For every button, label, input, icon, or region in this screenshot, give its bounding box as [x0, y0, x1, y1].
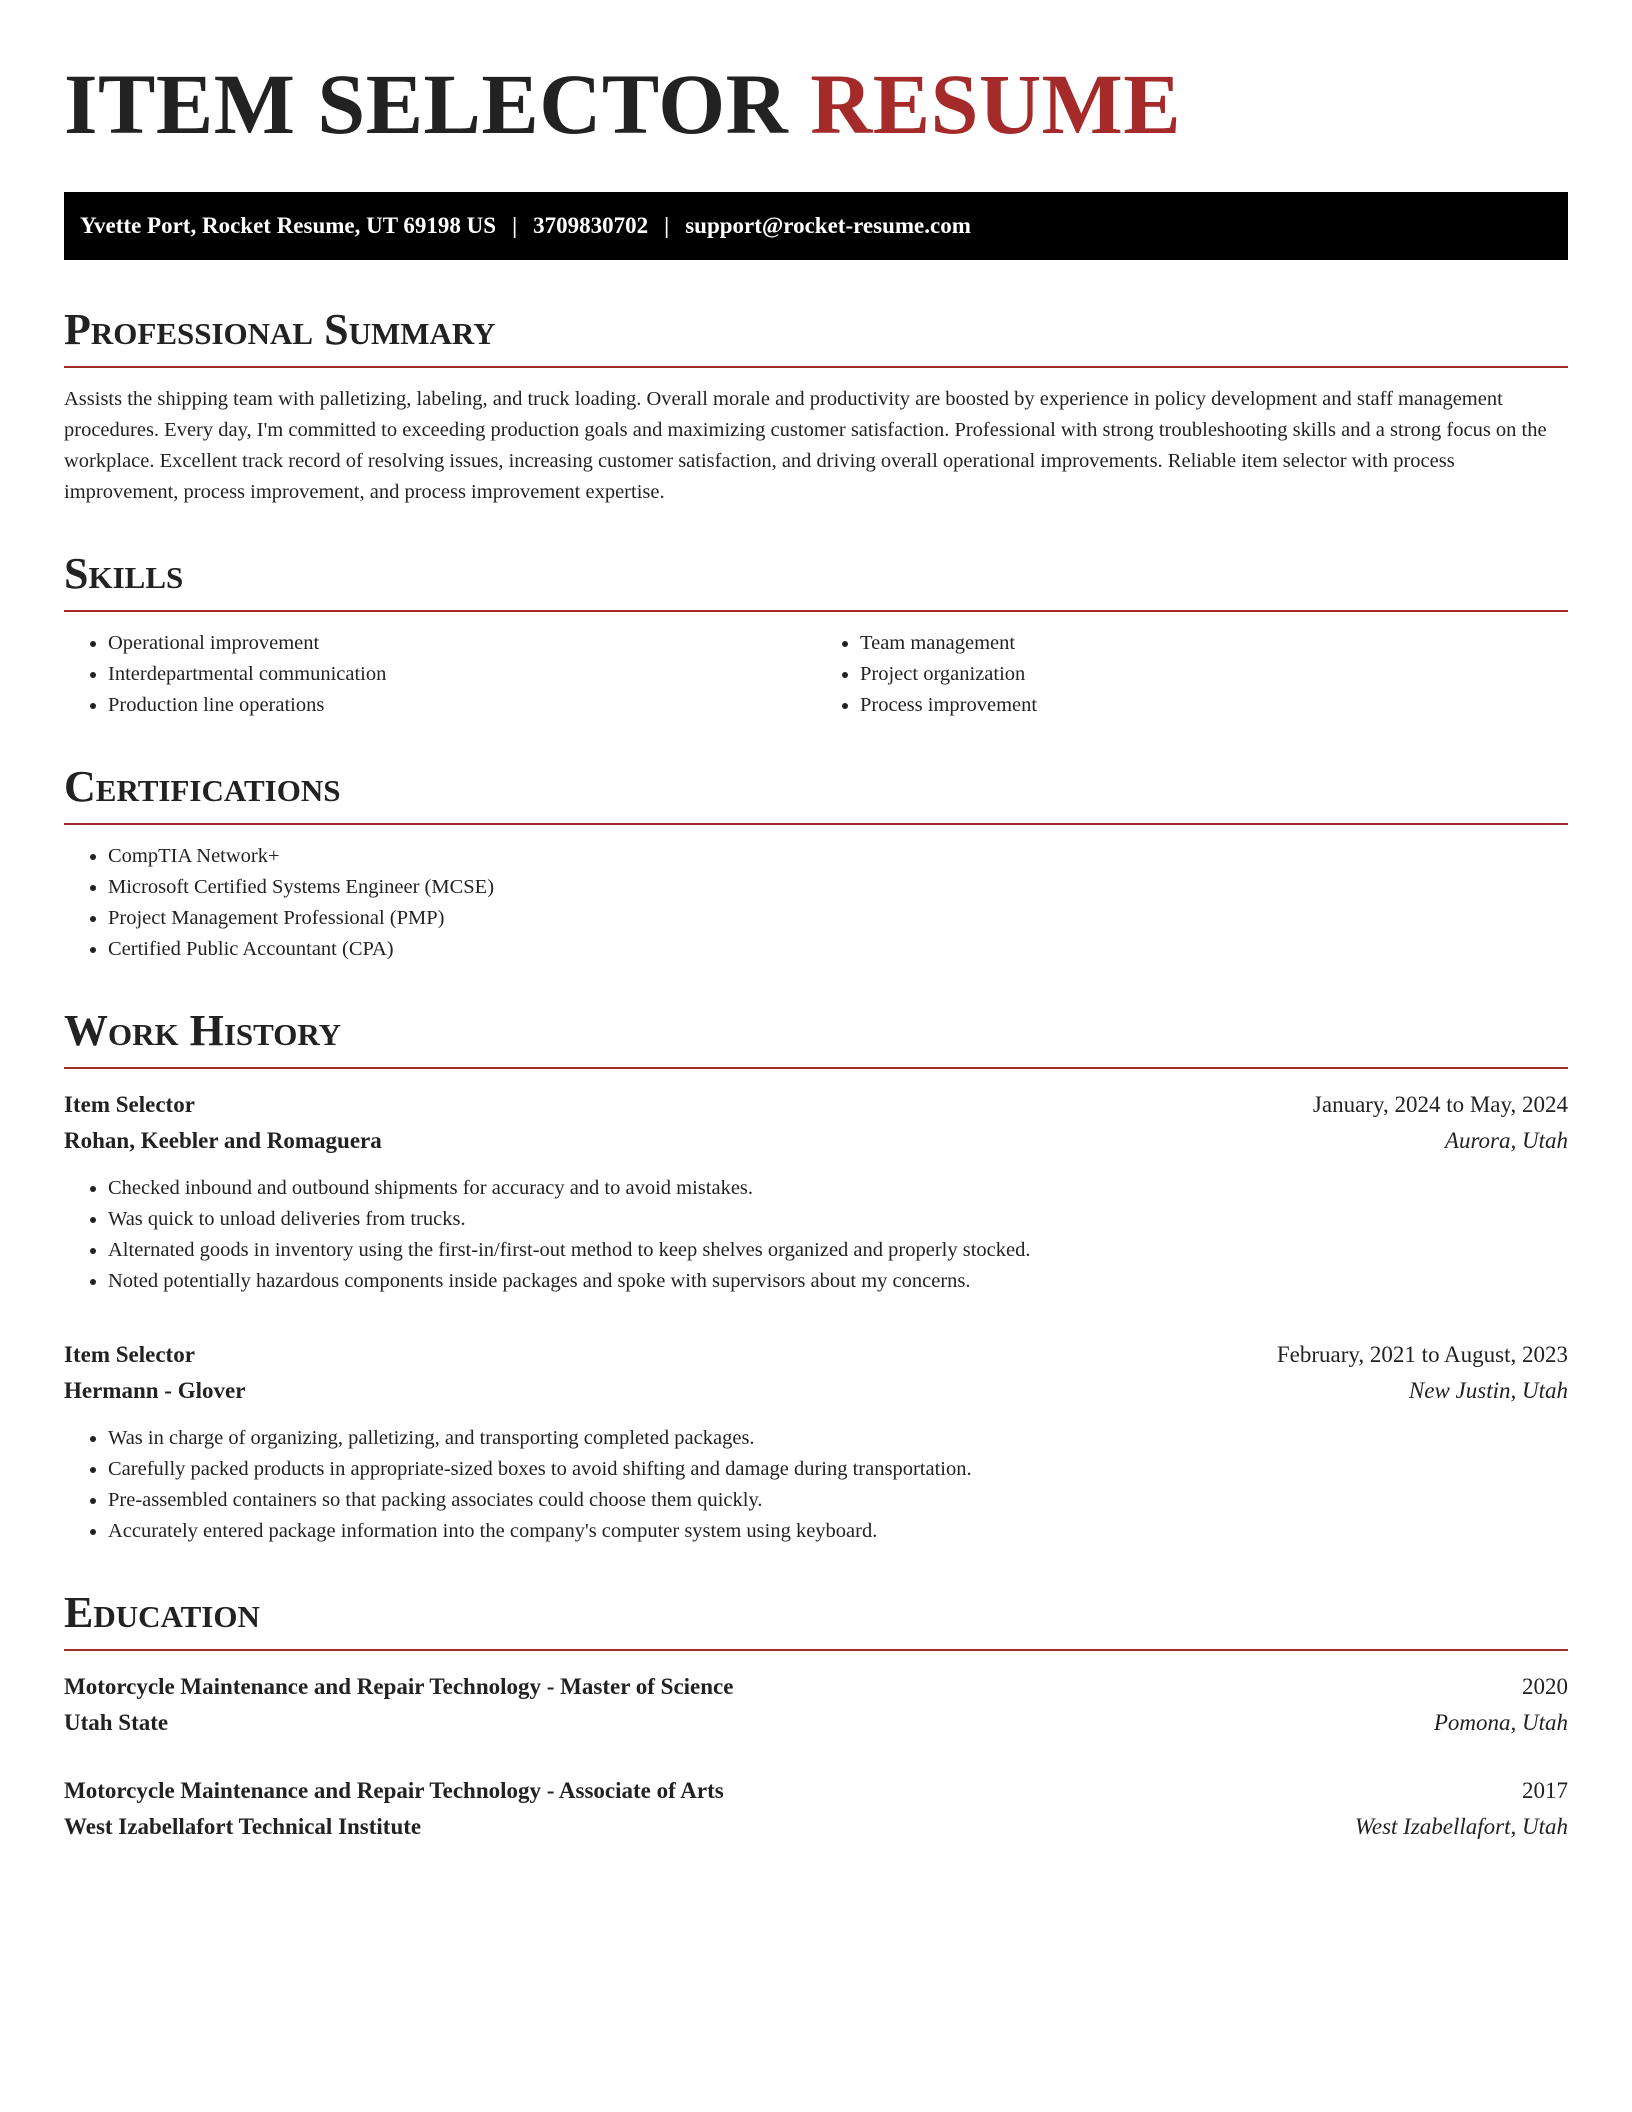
education-degree: Motorcycle Maintenance and Repair Technology - Master of Science [64, 1674, 734, 1699]
contact-phone: 3709830702 [533, 213, 649, 238]
education-entry [64, 1669, 1568, 1741]
education-section [64, 1587, 1568, 1845]
certifications-list [64, 841, 1568, 965]
job-duty: • Checked inbound and outbound shipments for accuracy and to avoid mistakes. [108, 1173, 1568, 1204]
title-main: ITEM SELECTOR [64, 56, 789, 152]
job-company-row [64, 1123, 1568, 1159]
job-duty: • Noted potentially hazardous components inside packages and spoke with supervisors about my concerns. [108, 1266, 1568, 1297]
job-duty: • Alternated goods in inventory using the first-in/first-out method to keep shelves organized and properly stocked. [108, 1235, 1568, 1266]
job-duties-list [64, 1423, 1568, 1547]
job-duty: • Accurately entered package information into the company's computer system using keyboard. [108, 1516, 1568, 1547]
title-accent: RESUME [810, 56, 1182, 152]
skills-list-left [64, 628, 816, 721]
education-degree-row [64, 1669, 1568, 1705]
contact-separator: | [664, 213, 670, 238]
job-duty: • Was in charge of organizing, palletizing, and transporting completed packages. [108, 1423, 1568, 1454]
contact-separator: | [512, 213, 518, 238]
summary-section [64, 304, 1568, 508]
skills-heading: Skills [64, 548, 1568, 612]
education-year: 2020 [1522, 1674, 1568, 1699]
education-school-row [64, 1809, 1568, 1845]
skill-item: • Team management [860, 628, 1568, 659]
skill-item: • Production line operations [108, 690, 816, 721]
education-heading: Education [64, 1587, 1568, 1651]
job-company: Hermann - Glover [64, 1378, 246, 1403]
education-degree-row [64, 1773, 1568, 1809]
certification-item: • Project Management Professional (PMP) [108, 903, 1568, 934]
skills-grid [64, 628, 1568, 721]
certifications-heading: Certifications [64, 761, 1568, 825]
skill-item: • Interdepartmental communication [108, 659, 816, 690]
education-entry [64, 1773, 1568, 1845]
certification-item: • Certified Public Accountant (CPA) [108, 934, 1568, 965]
skill-item: • Operational improvement [108, 628, 816, 659]
job-entry [64, 1087, 1568, 1297]
education-year: 2017 [1522, 1778, 1568, 1803]
education-school: West Izabellafort Technical Institute [64, 1814, 422, 1839]
certification-item: • Microsoft Certified Systems Engineer (MCSE) [108, 872, 1568, 903]
job-duty: • Carefully packed products in appropriate-sized boxes to avoid shifting and damage during transportation. [108, 1454, 1568, 1485]
job-entry [64, 1337, 1568, 1547]
job-title: Item Selector [64, 1092, 195, 1117]
work-history-section [64, 1005, 1568, 1547]
certifications-section [64, 761, 1568, 965]
job-title-row [64, 1087, 1568, 1123]
education-location: West Izabellafort, Utah [1354, 1814, 1568, 1839]
education-location: Pomona, Utah [1433, 1710, 1568, 1735]
resume-title [64, 56, 1568, 152]
job-dates: February, 2021 to August, 2023 [1276, 1342, 1568, 1367]
work-history-heading: Work History [64, 1005, 1568, 1069]
job-title: Item Selector [64, 1342, 195, 1367]
education-degree: Motorcycle Maintenance and Repair Technology - Associate of Arts [64, 1778, 724, 1803]
job-dates: January, 2024 to May, 2024 [1312, 1092, 1568, 1117]
contact-email: support@rocket-resume.com [685, 213, 971, 238]
job-duties-list [64, 1173, 1568, 1297]
contact-address: Yvette Port, Rocket Resume, UT 69198 US [80, 213, 497, 238]
job-duty: • Pre-assembled containers so that packing associates could choose them quickly. [108, 1485, 1568, 1516]
job-duty: • Was quick to unload deliveries from trucks. [108, 1204, 1568, 1235]
skills-section [64, 548, 1568, 721]
skills-list-right [816, 628, 1568, 721]
education-school-row [64, 1705, 1568, 1741]
skill-item: • Process improvement [860, 690, 1568, 721]
job-location: New Justin, Utah [1408, 1378, 1568, 1403]
summary-text: Assists the shipping team with palletizing, labeling, and truck loading. Overall morale and productivity are boosted by experience in policy development and staff management procedures. Every day, I'm committed to exceeding production goals and maximizing customer satisfaction. Professional with strong troubleshooting skills and a strong focus on the workplace. Excellent track record of resolving issues, increasing customer satisfaction, and driving overall operational improvements. Reliable item selector with process improvement, process improvement, and process improvement expertise. [64, 388, 1547, 503]
job-location: Aurora, Utah [1444, 1128, 1568, 1153]
skill-item: • Project organization [860, 659, 1568, 690]
job-company: Rohan, Keebler and Romaguera [64, 1128, 382, 1153]
certification-item: • CompTIA Network+ [108, 841, 1568, 872]
education-school: Utah State [64, 1710, 169, 1735]
job-title-row [64, 1337, 1568, 1373]
job-company-row [64, 1373, 1568, 1409]
summary-heading: Professional Summary [64, 304, 1568, 368]
contact-bar [64, 192, 1568, 260]
